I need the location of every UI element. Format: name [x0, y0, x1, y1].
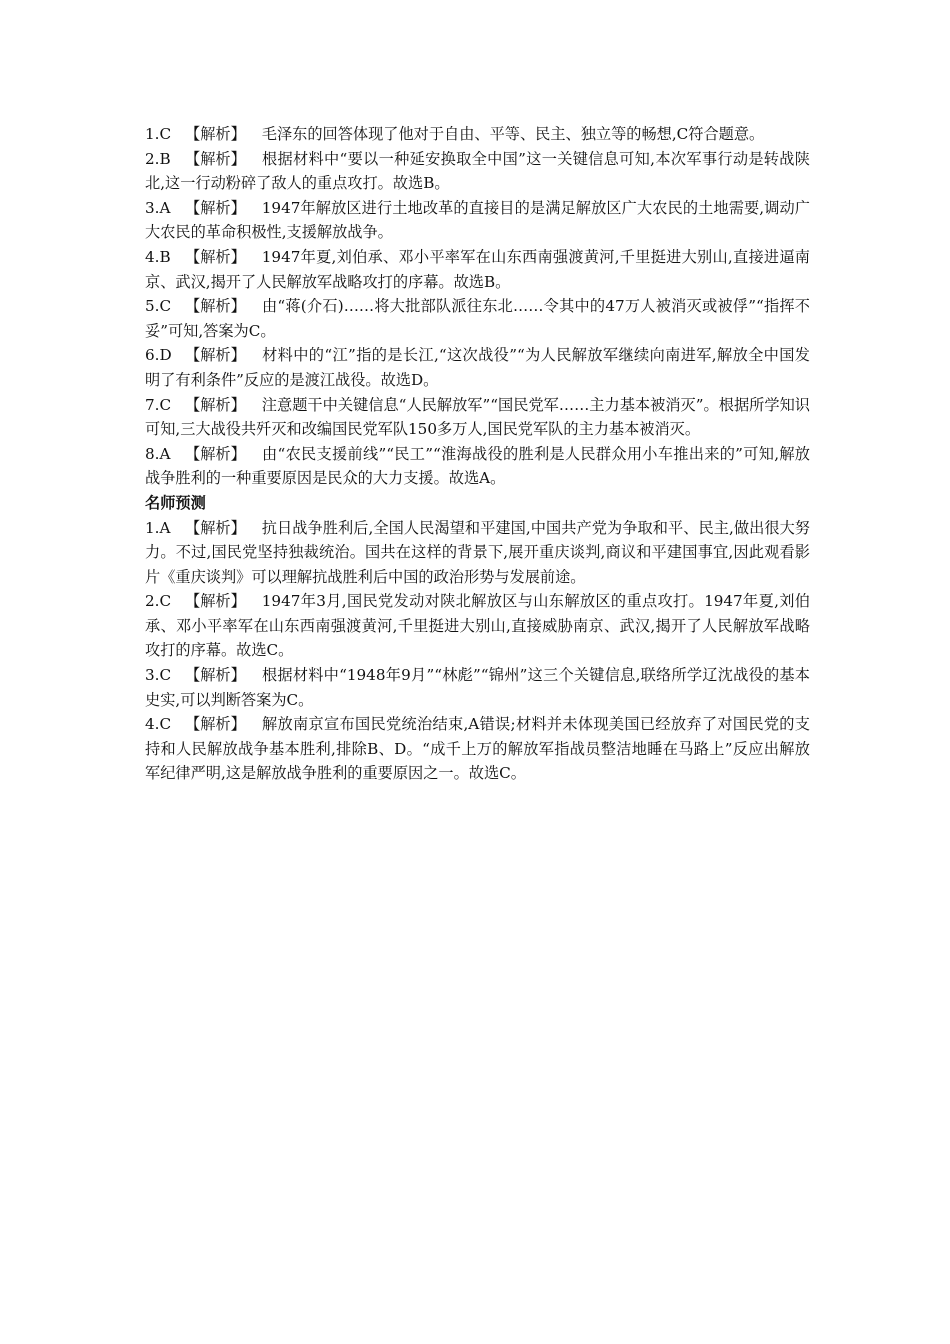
answer-item	[145, 516, 810, 590]
analysis-tag: 【解析】	[185, 297, 246, 316]
analysis-tag: 【解析】	[185, 247, 246, 266]
analysis-tag: 【解析】	[185, 346, 246, 365]
analysis-tag: 【解析】	[185, 125, 246, 143]
answer-text: 1947年夏,刘伯承、邓小平率军在山东西南强渡黄河,千里挺进大别山,直接进逼南京、武汉,揭开了人民解放军战略攻打的序幕。故选B。	[145, 247, 810, 291]
answer-item	[145, 442, 810, 491]
answer-text: 注意题干中关键信息“人民解放军”“国民党军……主力基本被消灭”。根据所学知识可知,三大战役共歼灭和改编国民党军队150多万人,国民党军队的主力基本被消灭。	[145, 395, 810, 439]
answer-item	[145, 712, 810, 786]
analysis-tag: 【解析】	[185, 444, 246, 463]
analysis-tag: 【解析】	[185, 666, 246, 685]
analysis-tag: 【解析】	[185, 198, 246, 217]
answer-text: 解放南京宣布国民党统治结束,A错误;材料并未体现美国已经放弃了对国民党的支持和人民解放战争基本胜利,排除B、D。“成千上万的解放军指战员整洁地睡在马路上”反应出解放军纪律严明,这是解放战争胜利的重要原因之一。故选C。	[145, 715, 810, 783]
answer-number: 4.B	[145, 247, 171, 266]
answer-text: 1947年解放区进行土地改革的直接目的是满足解放区广大农民的土地需要,调动广大农民的革命积极性,支援解放战争。	[145, 198, 810, 242]
answer-number: 8.A	[145, 444, 171, 463]
analysis-tag: 【解析】	[185, 715, 246, 734]
answer-text: 由“蒋(介石)……将大批部队派往东北……令其中的47万人被消灭或被俘”“指挥不妥”可知,答案为C。	[145, 297, 810, 340]
answer-text: 毛泽东的回答体现了他对于自由、平等、民主、独立等的畅想,C符合题意。	[261, 125, 765, 143]
answer-text: 抗日战争胜利后,全国人民渴望和平建国,中国共产党为争取和平、民主,做出很大努力。不过,国民党坚持独裁统治。国共在这样的背景下,展开重庆谈判,商议和平建国事宜,因此观看影片《重庆谈判》可以理解抗战胜利后中国的政治形势与发展前途。	[145, 518, 810, 586]
answer-number: 1.A	[145, 518, 171, 537]
answer-text: 1947年3月,国民党发动对陕北解放区与山东解放区的重点攻打。1947年夏,刘伯承、邓小平率军在山东西南强渡黄河,千里挺进大别山,直接威胁南京、武汉,揭开了人民解放军战略攻打的序幕。故选C。	[145, 592, 810, 660]
answer-item	[145, 196, 810, 245]
answer-text: 根据材料中“要以一种延安换取全中国”这一关键信息可知,本次军事行动是转战陕北,这一行动粉碎了敌人的重点攻打。故选B。	[145, 149, 810, 193]
answer-number: 3.C	[145, 666, 172, 685]
answer-number: 2.C	[145, 592, 172, 611]
answer-number: 4.C	[145, 715, 172, 734]
answer-text: 根据材料中“1948年9月”“林彪”“锦州”这三个关键信息,联络所学辽沈战役的基本史实,可以判断答案为C。	[145, 666, 810, 709]
answer-item	[145, 147, 810, 196]
answer-number: 3.A	[145, 198, 171, 217]
section-heading: 名师预测	[145, 493, 206, 512]
analysis-tag: 【解析】	[185, 149, 246, 168]
answer-item	[145, 343, 810, 392]
analysis-tag: 【解析】	[185, 518, 246, 537]
answer-page	[145, 122, 810, 786]
answer-number: 2.B	[145, 149, 171, 168]
answer-number: 5.C	[145, 297, 172, 316]
answer-item	[145, 294, 810, 343]
analysis-tag: 【解析】	[185, 395, 246, 414]
answer-number: 1.C	[145, 125, 172, 143]
answer-text: 材料中的“江”指的是长江,“这次战役”“为人民解放军继续向南进军,解放全中国发明了有利条件”反应的是渡江战役。故选D。	[145, 346, 810, 389]
answer-item	[145, 122, 810, 147]
answer-item	[145, 245, 810, 294]
analysis-tag: 【解析】	[185, 592, 246, 611]
answer-item	[145, 393, 810, 442]
answer-number: 7.C	[145, 395, 172, 414]
answer-number: 6.D	[145, 346, 172, 365]
answer-text: 由“农民支援前线”“民工”“淮海战役的胜利是人民群众用小车推出来的”可知,解放战争胜利的一种重要原因是民众的大力支援。故选A。	[145, 444, 810, 488]
answer-item	[145, 589, 810, 663]
answer-item	[145, 663, 810, 712]
